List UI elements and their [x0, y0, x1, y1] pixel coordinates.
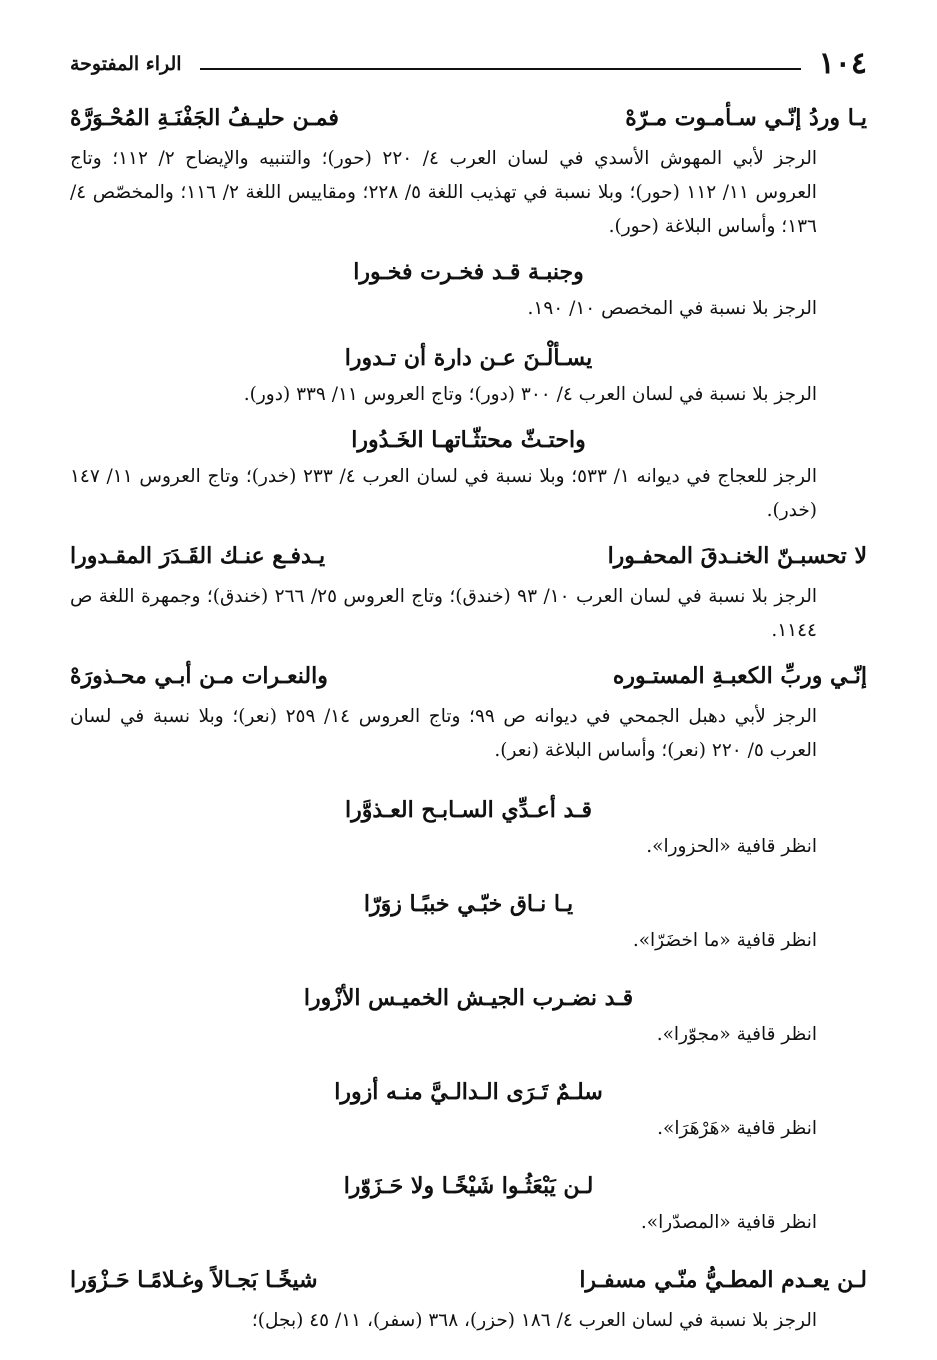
source-note: الرجز للعجاج في ديوانه ١/ ٥٣٣؛ وبلا نسبة في لسان العرب ٤/ ٢٣٣ (خدر)؛ وتاج العروس ١١/ ١٤٧ (خدر).: [70, 466, 817, 521]
verse-single: لـن يَبْعَثُـوا شَيْخًـا ولا حَـزَوّرا: [343, 1173, 594, 1199]
source-note: الرجز بلا نسبة في لسان العرب ٤/ ١٨٦ (حزر)، ٣٦٨ (سفر)، ١١/ ٤٥ (بجل)؛: [251, 1310, 817, 1331]
page-number: ١٠٤: [818, 46, 867, 81]
page-body: [70, 98, 867, 1338]
page-header: [70, 46, 867, 82]
verse-single: يـا نـاق خبّـي خببًـا زوَرّا: [363, 891, 574, 917]
verse-second-hemistich: فمـن حليـفُ الجَفْنَـةِ المُحْـوَرَّهْ: [70, 105, 339, 131]
verse-second-hemistich: يـدفـع عنـك القَـدَرَ المقـدورا: [70, 543, 326, 569]
verse-first-hemistich: يـا وردُ إنّـي سـأمـوت مـرّهْ: [625, 105, 867, 131]
verse-couplet: [70, 536, 867, 576]
header-rule: [200, 68, 801, 70]
verse-first-hemistich: لـن يعـدم المطـيُّ منّـي مسفـرا: [579, 1267, 867, 1293]
cross-reference: انظر قافية «الحزورا».: [646, 836, 817, 857]
source-note: الرجز بلا نسبة في لسان العرب ١٠/ ٩٣ (خندق)؛ وتاج العروس ٢٥/ ٢٦٦ (خندق)؛ وجمهرة اللغة ص ١١٤٤.: [70, 586, 817, 641]
verse-single: وجنبـة قـد فخـرت فخـورا: [353, 259, 584, 285]
cross-reference: انظر قافية «المصدّرا».: [640, 1212, 817, 1233]
verse-couplet: [70, 656, 867, 696]
book-page: [70, 0, 867, 1360]
verse-single: سلـمٌ تَـرَى الـدالـيَّ منـه أزورا: [334, 1079, 603, 1105]
cross-reference: انظر قافية «مجوّرا».: [656, 1024, 817, 1045]
verse-second-hemistich: والنعـرات مـن أبـي محـذورَهْ: [70, 663, 328, 689]
cross-reference: انظر قافية «هَرْهَرَا».: [657, 1118, 817, 1139]
verse-single: واحتـثّ محتثّـاتهـا الخَـدُورا: [351, 427, 586, 453]
verse-couplet: [70, 1260, 867, 1300]
verse-first-hemistich: إنّـي وربِّ الكعبـةِ المستـوره: [612, 663, 867, 689]
section-title: الراء المفتوحة: [70, 53, 182, 75]
source-note: الرجز لأبي دهبل الجمحي في ديوانه ص ٩٩؛ وتاج العروس ١٤/ ٢٥٩ (نعر)؛ وبلا نسبة في لسان العرب ٥/ ٢٢٠ (نعر)؛ وأساس البلاغة (نعر).: [70, 706, 817, 761]
verse-single: يسـألْـنَ عـن دارة أن تـدورا: [344, 345, 593, 371]
verse-second-hemistich: شيخًـا بَجـالاً وغـلامًـا حَـزْوَرا: [70, 1267, 318, 1293]
source-note: الرجز لأبي المهوش الأسدي في لسان العرب ٤/ ٢٢٠ (حور)؛ والتنبيه والإيضاح ٢/ ١١٢؛ وتاج العروس ١١/ ١١٢ (حور)؛ وبلا نسبة في تهذيب اللغة ٥/ ٢٢٨؛ ومقاييس اللغة ٢/ ١١٦؛ والمخصّص ٤/ ١٣٦؛ وأساس البلاغة (حور).: [70, 148, 817, 237]
verse-first-hemistich: لا تحسبـنّ الخنـدقَ المحفـورا: [607, 543, 867, 569]
cross-reference: انظر قافية «ما اخضَرّا».: [632, 930, 817, 951]
source-note: الرجز بلا نسبة في المخصص ١٠/ ١٩٠.: [527, 298, 817, 319]
verse-couplet: [70, 98, 867, 138]
verse-single: قـد نضـرب الجيـش الخميـس الأزْورا: [303, 985, 634, 1011]
source-note: الرجز بلا نسبة في لسان العرب ٤/ ٣٠٠ (دور)؛ وتاج العروس ١١/ ٣٣٩ (دور).: [243, 384, 817, 405]
verse-single: قـد أعـدِّي السـابـح العـذوَّرا: [344, 797, 593, 823]
